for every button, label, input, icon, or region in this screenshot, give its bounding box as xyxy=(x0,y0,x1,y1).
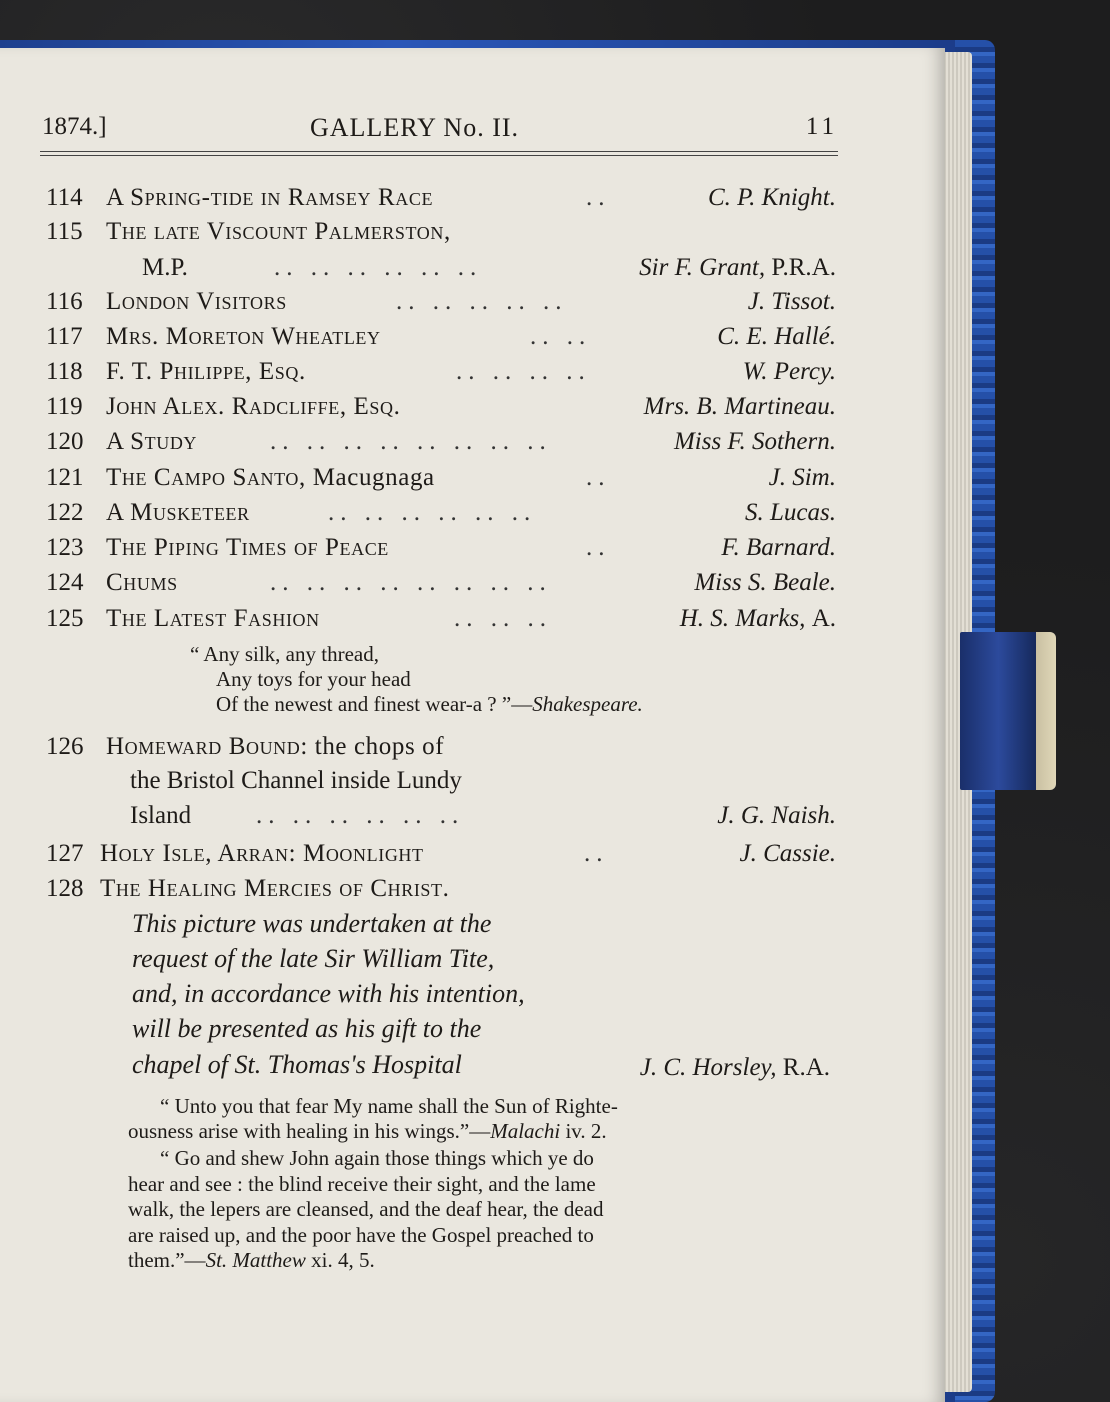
verse-line: ousness arise with healing in his wings.”—Malachi iv. 2. xyxy=(128,1119,607,1143)
leader-dots: .. xyxy=(586,534,611,561)
verse-line: walk, the lepers are cleansed, and the deaf hear, the dead xyxy=(128,1197,604,1221)
entry-artist: Miss S. Beale. xyxy=(694,569,836,596)
running-head xyxy=(42,113,838,149)
entry-title: Mrs. Moreton Wheatley xyxy=(106,323,381,350)
page-title: GALLERY No. II. xyxy=(310,113,520,142)
entry-artist: H. S. Marks, A. xyxy=(679,605,836,632)
entry-title: A Spring-tide in Ramsey Race xyxy=(106,184,434,211)
entry-number: 124 xyxy=(46,569,84,596)
entry-artist-line xyxy=(560,1051,830,1085)
entry-artist: J. Tissot. xyxy=(747,288,836,315)
entry-artist: J. Sim. xyxy=(768,464,836,491)
catalogue-entry xyxy=(46,872,836,906)
entry-artist: C. E. Hallé. xyxy=(717,323,836,350)
verse-line: hear and see : the blind receive their sight, and the lame xyxy=(128,1172,596,1196)
entry-artist: F. Barnard. xyxy=(721,534,836,561)
catalogue-entry xyxy=(46,461,836,495)
quote-line: “ Any silk, any thread, xyxy=(190,642,379,666)
catalogue-entry xyxy=(46,425,836,459)
entry-number: 125 xyxy=(46,605,84,632)
entry-number: 115 xyxy=(46,218,83,245)
catalogue-entry-continued xyxy=(46,251,836,285)
entry-title: Chums xyxy=(106,569,178,596)
entry-title: Holy Isle, Arran: Moonlight xyxy=(100,840,424,867)
entry-artist: J. G. Naish. xyxy=(717,802,836,829)
entry-title: The Latest Fashion xyxy=(106,605,320,632)
entry-artist: S. Lucas. xyxy=(745,499,836,526)
entry-number: 126 xyxy=(46,733,84,760)
entry-title: The Campo Santo, Macugnaga xyxy=(106,464,435,491)
entry-artist: Mrs. B. Martineau. xyxy=(643,393,836,420)
entry-number: 117 xyxy=(46,323,83,350)
catalogue-entry xyxy=(46,285,836,319)
entry-number: 116 xyxy=(46,288,83,315)
entry-number: 119 xyxy=(46,393,83,420)
entry-number: 114 xyxy=(46,184,83,211)
catalogue-entry xyxy=(46,390,836,424)
catalogue-entry xyxy=(46,602,836,636)
catalogue-entry xyxy=(46,566,836,600)
leader-dots: .. .. xyxy=(530,323,592,350)
entry-artist: J. Cassie. xyxy=(739,840,836,867)
catalogue-entry-continued xyxy=(46,799,836,833)
entry-title-continued: M.P. xyxy=(142,254,188,281)
leader-dots: .. xyxy=(584,840,609,867)
entry-title: London Visitors xyxy=(106,288,287,315)
entry-title: The late Viscount Palmerston, xyxy=(106,218,451,245)
verse-line: “ Unto you that fear My name shall the Sun of Righte- xyxy=(160,1094,618,1118)
leader-dots: .. xyxy=(586,464,611,491)
entry-title: Homeward Bound: the chops of xyxy=(106,733,445,760)
leader-dots: .. .. .. .. xyxy=(456,358,591,385)
entry-number: 123 xyxy=(46,534,84,561)
entry-artist: Miss F. Sothern. xyxy=(673,428,836,455)
entry-number: 127 xyxy=(46,840,84,867)
entry-note-line: request of the late Sir William Tite, xyxy=(132,944,495,973)
leader-dots: .. .. .. .. .. .. xyxy=(274,254,483,281)
entry-number: 120 xyxy=(46,428,84,455)
catalogue-entry xyxy=(46,320,836,354)
verse-line: are raised up, and the poor have the Gospel preached to xyxy=(128,1223,594,1247)
catalogue-entry-continued xyxy=(46,764,836,798)
leader-dots: .. .. .. .. .. .. .. .. xyxy=(270,569,552,596)
quote-line: Of the newest and finest wear-a ? ”—Shakespeare. xyxy=(216,692,643,716)
entry-note-line: will be presented as his gift to the xyxy=(132,1014,482,1043)
catalogue-entry xyxy=(46,531,836,565)
entry-title: John Alex. Radcliffe, Esq. xyxy=(106,393,401,420)
leader-dots: .. .. .. .. .. xyxy=(396,288,568,315)
entry-title-continued: the Bristol Channel inside Lundy xyxy=(130,767,462,794)
catalogue-entry xyxy=(46,496,836,530)
catalogue-entry xyxy=(46,355,836,389)
entry-number: 121 xyxy=(46,464,84,491)
catalogue-entry xyxy=(46,730,836,764)
leader-dots: .. .. .. .. .. .. .. .. xyxy=(270,428,552,455)
entry-note-line: chapel of St. Thomas's Hospital xyxy=(132,1050,462,1079)
entry-title: The Healing Mercies of Christ. xyxy=(100,875,450,902)
entry-title: A Musketeer xyxy=(106,499,250,526)
head-rule xyxy=(40,151,838,152)
verse-line: them.”—St. Matthew xi. 4, 5. xyxy=(128,1248,375,1272)
entry-number: 122 xyxy=(46,499,84,526)
entry-number: 118 xyxy=(46,358,83,385)
leader-dots: .. xyxy=(586,184,611,211)
entry-note-line: This picture was undertaken at the xyxy=(132,909,492,938)
entry-number: 128 xyxy=(46,875,84,902)
page-number: 11 xyxy=(805,113,838,140)
entry-artist: W. Percy. xyxy=(742,358,836,385)
entry-title: F. T. Philippe, Esq. xyxy=(106,358,306,385)
quote-line: Any toys for your head xyxy=(216,667,411,691)
entry-title: A Study xyxy=(106,428,198,455)
entry-artist: Sir F. Grant, P.R.A. xyxy=(639,254,836,281)
entry-title-continued: Island xyxy=(130,802,192,829)
catalogue-entry xyxy=(46,215,836,249)
bookmark-tip xyxy=(1036,632,1056,790)
catalogue-entry xyxy=(46,181,836,215)
catalogue-entry xyxy=(46,837,836,871)
entry-title: The Piping Times of Peace xyxy=(106,534,389,561)
verse-line: “ Go and shew John again those things which ye do xyxy=(160,1146,594,1170)
page-year: 1874.] xyxy=(42,113,107,140)
leader-dots: .. .. .. xyxy=(454,605,552,632)
entry-artist: C. P. Knight. xyxy=(707,184,836,211)
leader-dots: .. .. .. .. .. .. xyxy=(256,802,465,829)
head-rule xyxy=(40,155,838,156)
leader-dots: .. .. .. .. .. .. xyxy=(328,499,537,526)
entry-note-line: and, in accordance with his intention, xyxy=(132,979,525,1008)
entry-artist: J. C. Horsley, R.A. xyxy=(639,1054,830,1081)
